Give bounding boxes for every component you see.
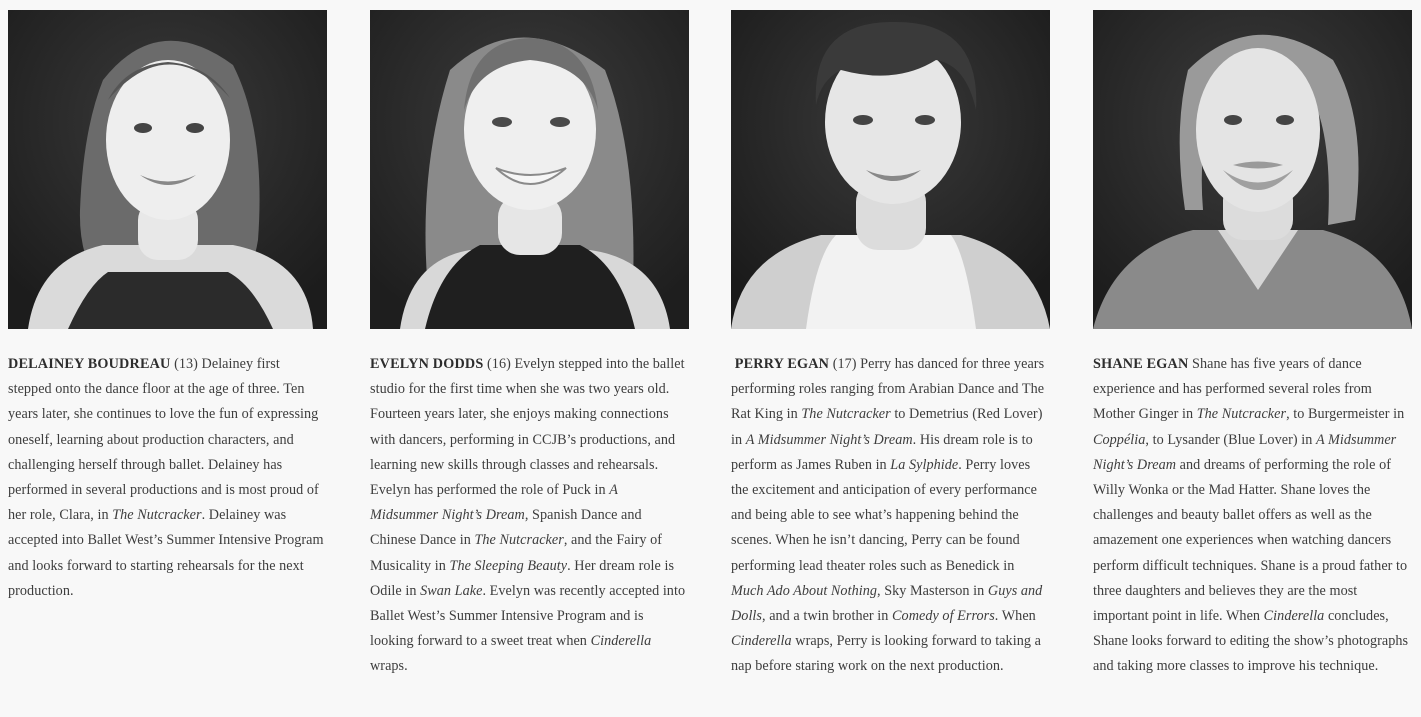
member-bio [1093,352,1412,680]
cast-card-shane-egan [1093,10,1412,680]
bio-segment: . Perry loves the excitement and anticipation of every performance and being able to see what’s happening behind the scenes. When he isn’t dancing, Perry can be found performing lead theater roles such as Benedick in [731,456,1037,574]
work-title: Cinderella [1263,608,1325,625]
member-bio [731,352,1050,680]
headshot-photo [731,10,1050,329]
bio-segment: , to Lysander (Blue Lover) in [1145,431,1316,448]
work-title: Much Ado About Nothing [731,582,877,599]
work-title: La Sylphide [890,456,959,473]
work-title: Coppélia [1093,431,1146,448]
member-bio [8,352,327,604]
headshot-photo [1093,10,1412,329]
work-title: The Nutcracker [801,406,891,423]
work-title: The Nutcracker [474,532,564,549]
work-title: The Sleeping Beauty [449,557,568,574]
bio-segment: , Spanish Dance and Chinese Dance in [370,507,642,549]
cast-card-delainey-boudreau [8,10,327,604]
bio-segment: Shane has five years of dance experience and has performed several roles from Mother Ginger in [1093,356,1372,423]
bio-segment: (13) Delainey first stepped onto the dance floor at the age of three. Ten years later, she continues to love the fun of expressing oneself, learning about production characters, and challenging herself through ballet. Delainey has performed in several productions and is most proud of her role, Clara, in [8,356,319,524]
work-title: Cinderella [731,633,792,650]
bio-segment: wraps. [370,658,408,675]
bio-segment: wraps, Perry is looking forward to taking a nap before staring work on the next production. [731,633,1041,675]
cast-card-perry-egan [731,10,1050,680]
bio-segment: . When [994,608,1036,625]
member-bio-text [731,356,1044,674]
work-title: The Nutcracker [112,507,202,524]
bio-segment: . Her dream role is Odile in [370,557,675,599]
work-title: A Midsummer Night’s Dream [745,431,913,448]
member-name: EVELYN DODDS [370,356,484,372]
bio-segment: and dreams of performing the role of Willy Wonka or the Mad Hatter. Shane loves the challenges and beauty ballet offers as well as the amazement one experiences when watching dancers perform difficult techniques. Shane is a proud father to three daughters and believes they are the most important point in life. When [1093,456,1408,625]
work-title: Guys and Dolls [731,582,1043,625]
member-bio-text [370,356,685,674]
bio-segment: , and the Fairy of Musicality in [370,532,663,574]
member-bio [370,352,689,680]
work-title: Cinderella [590,633,652,650]
work-title: Swan Lake [420,582,483,599]
bio-segment: , Sky Masterson in [877,582,988,599]
bio-segment: , to Burgermeister in [1286,406,1405,423]
bio-segment: (16) Evelyn stepped into the ballet studio for the first time when she was two years old. Fourteen years later, she enjoys making connections with dancers, performing in CCJB’s productions, and learning new skills through classes and rehearsals. Evelyn has performed the role of Puck in [370,356,685,499]
headshot-photo [8,10,327,329]
work-title: A Midsummer Night’s Dream [370,482,618,524]
work-title: A Midsummer Night’s Dream [1093,431,1397,473]
member-name: PERRY EGAN [731,356,830,372]
bio-segment: (17) Perry has danced for three years performing roles ranging from Arabian Dance and The Rat King in [731,356,1045,423]
bio-segment: concludes, Shane looks forward to editing the show’s photographs and taking more classes to improve his technique. [1093,608,1409,675]
cast-card-evelyn-dodds [370,10,689,680]
member-name: SHANE EGAN [1093,356,1189,372]
member-bio-text [1093,356,1408,674]
bio-segment: . His dream role is to perform as James Ruben in [731,431,1033,473]
bio-segment: , and a twin brother in [762,608,893,625]
bio-segment: . Delainey was accepted into Ballet West’s Summer Intensive Program and looks forward to starting rehearsals for the next production. [8,507,324,599]
work-title: Comedy of Errors [892,608,995,625]
member-name: DELAINEY BOUDREAU [8,356,171,372]
member-bio-text [8,356,324,599]
bio-segment: to Demetrius (Red Lover) in [731,406,1043,448]
headshot-photo [370,10,689,329]
bio-segment: . Evelyn was recently accepted into Ballet West’s Summer Intensive Program and is looking forward to a sweet treat when [370,582,686,650]
work-title: The Nutcracker [1196,406,1287,423]
